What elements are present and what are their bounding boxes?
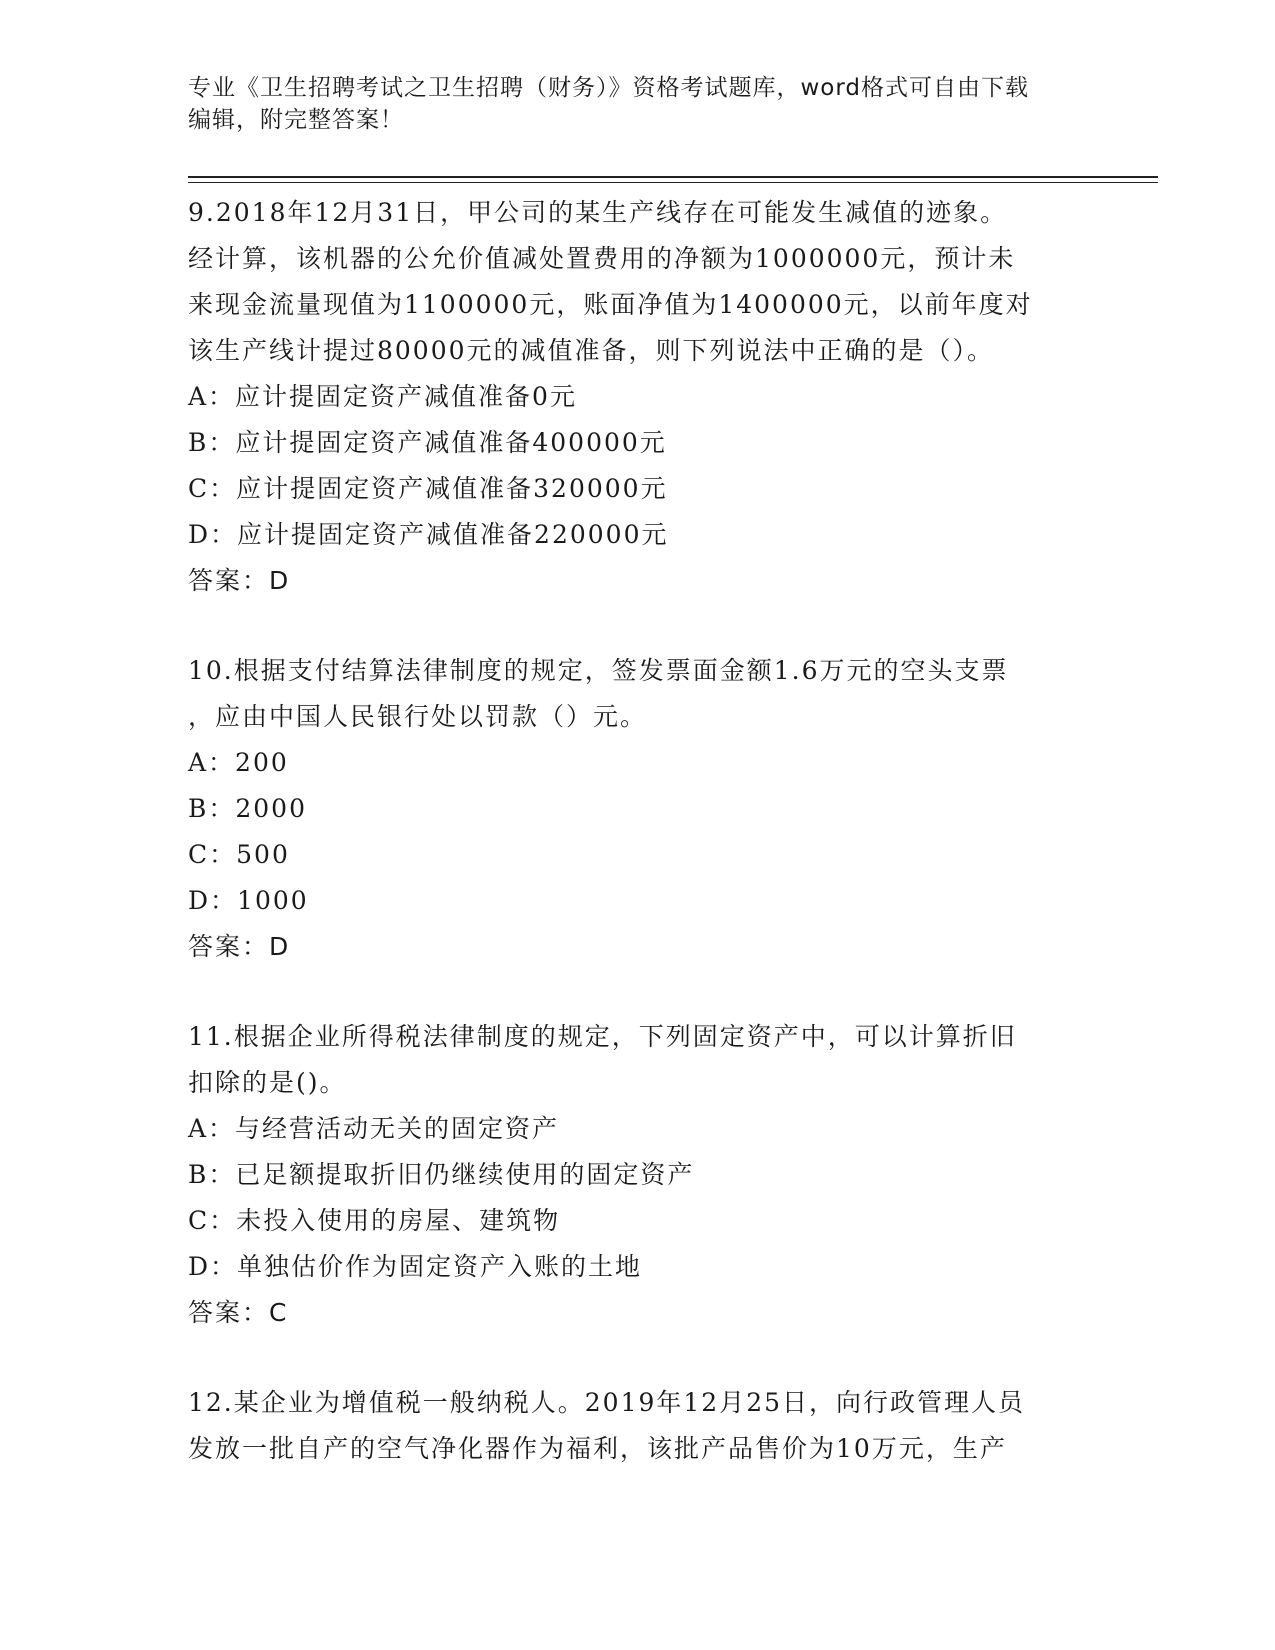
question-spacer [188, 970, 1108, 1014]
option-b: B：2000 [188, 794, 307, 823]
question-11 [188, 1014, 1108, 1336]
question-stem-line: 该生产线计提过80000元的减值准备，则下列说法中正确的是（）。 [188, 336, 995, 365]
document-header [188, 72, 1088, 136]
question-list [188, 190, 1108, 1472]
question-stem-line: 发放一批自产的空气净化器作为福利，该批产品售价为10万元，生产 [188, 1434, 1007, 1463]
answer: 答案：D [188, 932, 291, 961]
option-a: A：200 [188, 748, 289, 777]
question-10 [188, 648, 1108, 970]
option-b: B：已足额提取折旧仍继续使用的固定资产 [188, 1160, 695, 1189]
question-stem-line: 9.2018年12月31日，甲公司的某生产线存在可能发生减值的迹象。 [188, 198, 1008, 227]
question-9 [188, 190, 1108, 604]
header-divider-thick [188, 176, 1158, 178]
question-spacer [188, 1336, 1108, 1380]
question-stem-line: 经计算，该机器的公允价值减处置费用的净额为1000000元，预计未 [188, 244, 1016, 273]
option-d: D：1000 [188, 886, 309, 915]
option-c: C：应计提固定资产减值准备320000元 [188, 474, 668, 503]
question-stem-line: 11.根据企业所得税法律制度的规定，下列固定资产中，可以计算折旧 [188, 1022, 1017, 1051]
question-stem-line: 12.某企业为增值税一般纳税人。2019年12月25日，向行政管理人员 [188, 1388, 1026, 1417]
header-line-1: 专业《卫生招聘考试之卫生招聘（财务）》资格考试题库，word格式可自由下载 [188, 75, 1030, 101]
question-12 [188, 1380, 1108, 1472]
question-stem-line: 来现金流量现值为1100000元，账面净值为1400000元，以前年度对 [188, 290, 1033, 319]
question-stem-line: ，应由中国人民银行处以罚款（）元。 [188, 702, 648, 731]
option-c: C：500 [188, 840, 290, 869]
option-a: A：与经营活动无关的固定资产 [188, 1114, 560, 1143]
option-c: C：未投入使用的房屋、建筑物 [188, 1206, 561, 1235]
answer: 答案：C [188, 1298, 289, 1327]
question-stem-line: 10.根据支付结算法律制度的规定，签发票面金额1.6万元的空头支票 [188, 656, 1009, 685]
option-b: B：应计提固定资产减值准备400000元 [188, 428, 667, 457]
option-d: D：应计提固定资产减值准备220000元 [188, 520, 669, 549]
option-d: D：单独估价作为固定资产入账的土地 [188, 1252, 643, 1281]
question-stem-line: 扣除的是()。 [188, 1068, 347, 1097]
question-spacer [188, 604, 1108, 648]
header-divider-thin [188, 182, 1158, 183]
option-a: A：应计提固定资产减值准备0元 [188, 382, 577, 411]
header-line-2: 编辑，附完整答案！ [188, 107, 404, 133]
answer: 答案：D [188, 566, 291, 595]
